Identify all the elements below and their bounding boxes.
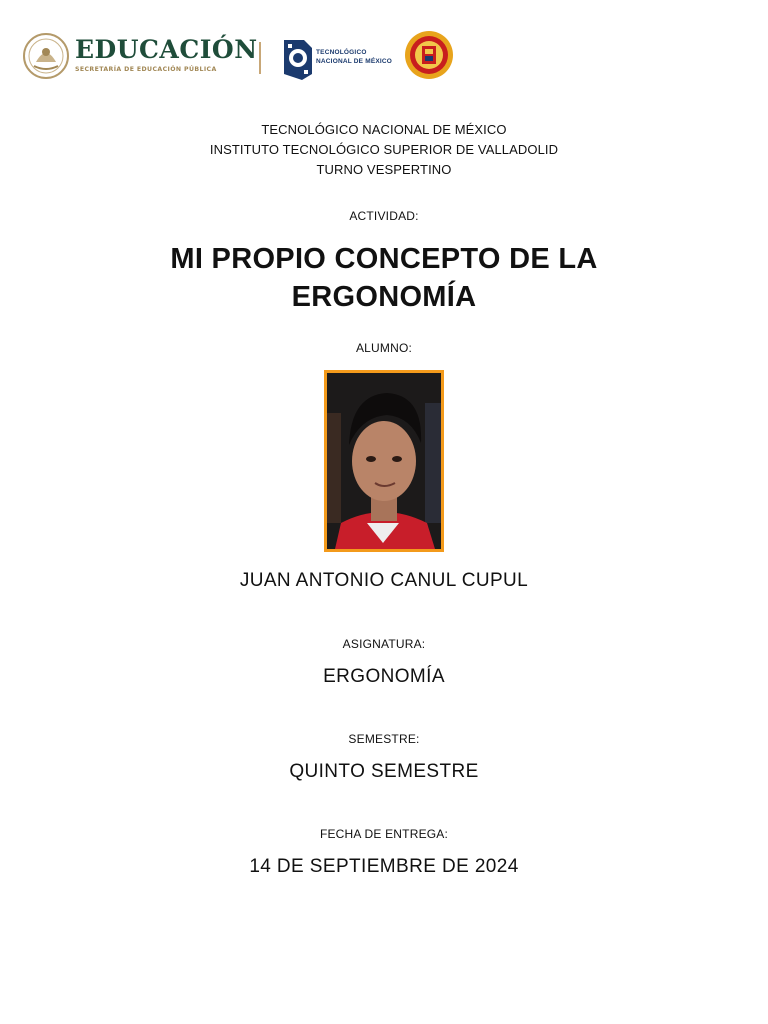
student-photo: [324, 370, 444, 552]
tecnm-line1: TECNOLÓGICO: [316, 49, 367, 56]
mexico-seal-icon: [22, 32, 70, 80]
sep-subtitle: SECRETARÍA DE EDUCACIÓN PÚBLICA: [75, 66, 217, 73]
tecnm-logo-icon: [280, 34, 316, 82]
tecnm-logo-text: [316, 48, 392, 66]
activity-title-line1: MI PROPIO CONCEPTO DE LA: [170, 243, 598, 275]
semester-value: QUINTO SEMESTRE: [289, 761, 479, 782]
semester-label: SEMESTRE:: [348, 732, 420, 746]
activity-label: ACTIVIDAD:: [349, 209, 419, 223]
institution-line2: INSTITUTO TECNOLÓGICO SUPERIOR DE VALLADOLID: [209, 142, 559, 157]
sep-title: EDUCACIÓN: [75, 35, 258, 64]
institution-block: [0, 120, 768, 180]
delivery-date-value: 14 DE SEPTIEMBRE DE 2024: [249, 856, 519, 877]
activity-title-line2: ERGONOMÍA: [291, 281, 477, 313]
sep-logo: [75, 36, 258, 74]
student-name: JUAN ANTONIO CANUL CUPUL: [239, 570, 529, 591]
institution-line3: TURNO VESPERTINO: [316, 162, 452, 177]
logo-divider: [259, 42, 261, 74]
itsv-crest-icon: [404, 30, 454, 80]
header-logos: [22, 30, 462, 86]
institution-line1: TECNOLÓGICO NACIONAL DE MÉXICO: [261, 122, 507, 137]
subject-value: ERGONOMÍA: [323, 666, 445, 687]
tecnm-line2: NACIONAL DE MÉXICO: [316, 58, 393, 65]
activity-title: [0, 240, 768, 316]
subject-label: ASIGNATURA:: [342, 637, 426, 651]
student-photo-image: [327, 373, 441, 549]
delivery-date-label: FECHA DE ENTREGA:: [319, 827, 449, 841]
student-label: ALUMNO:: [355, 341, 413, 355]
